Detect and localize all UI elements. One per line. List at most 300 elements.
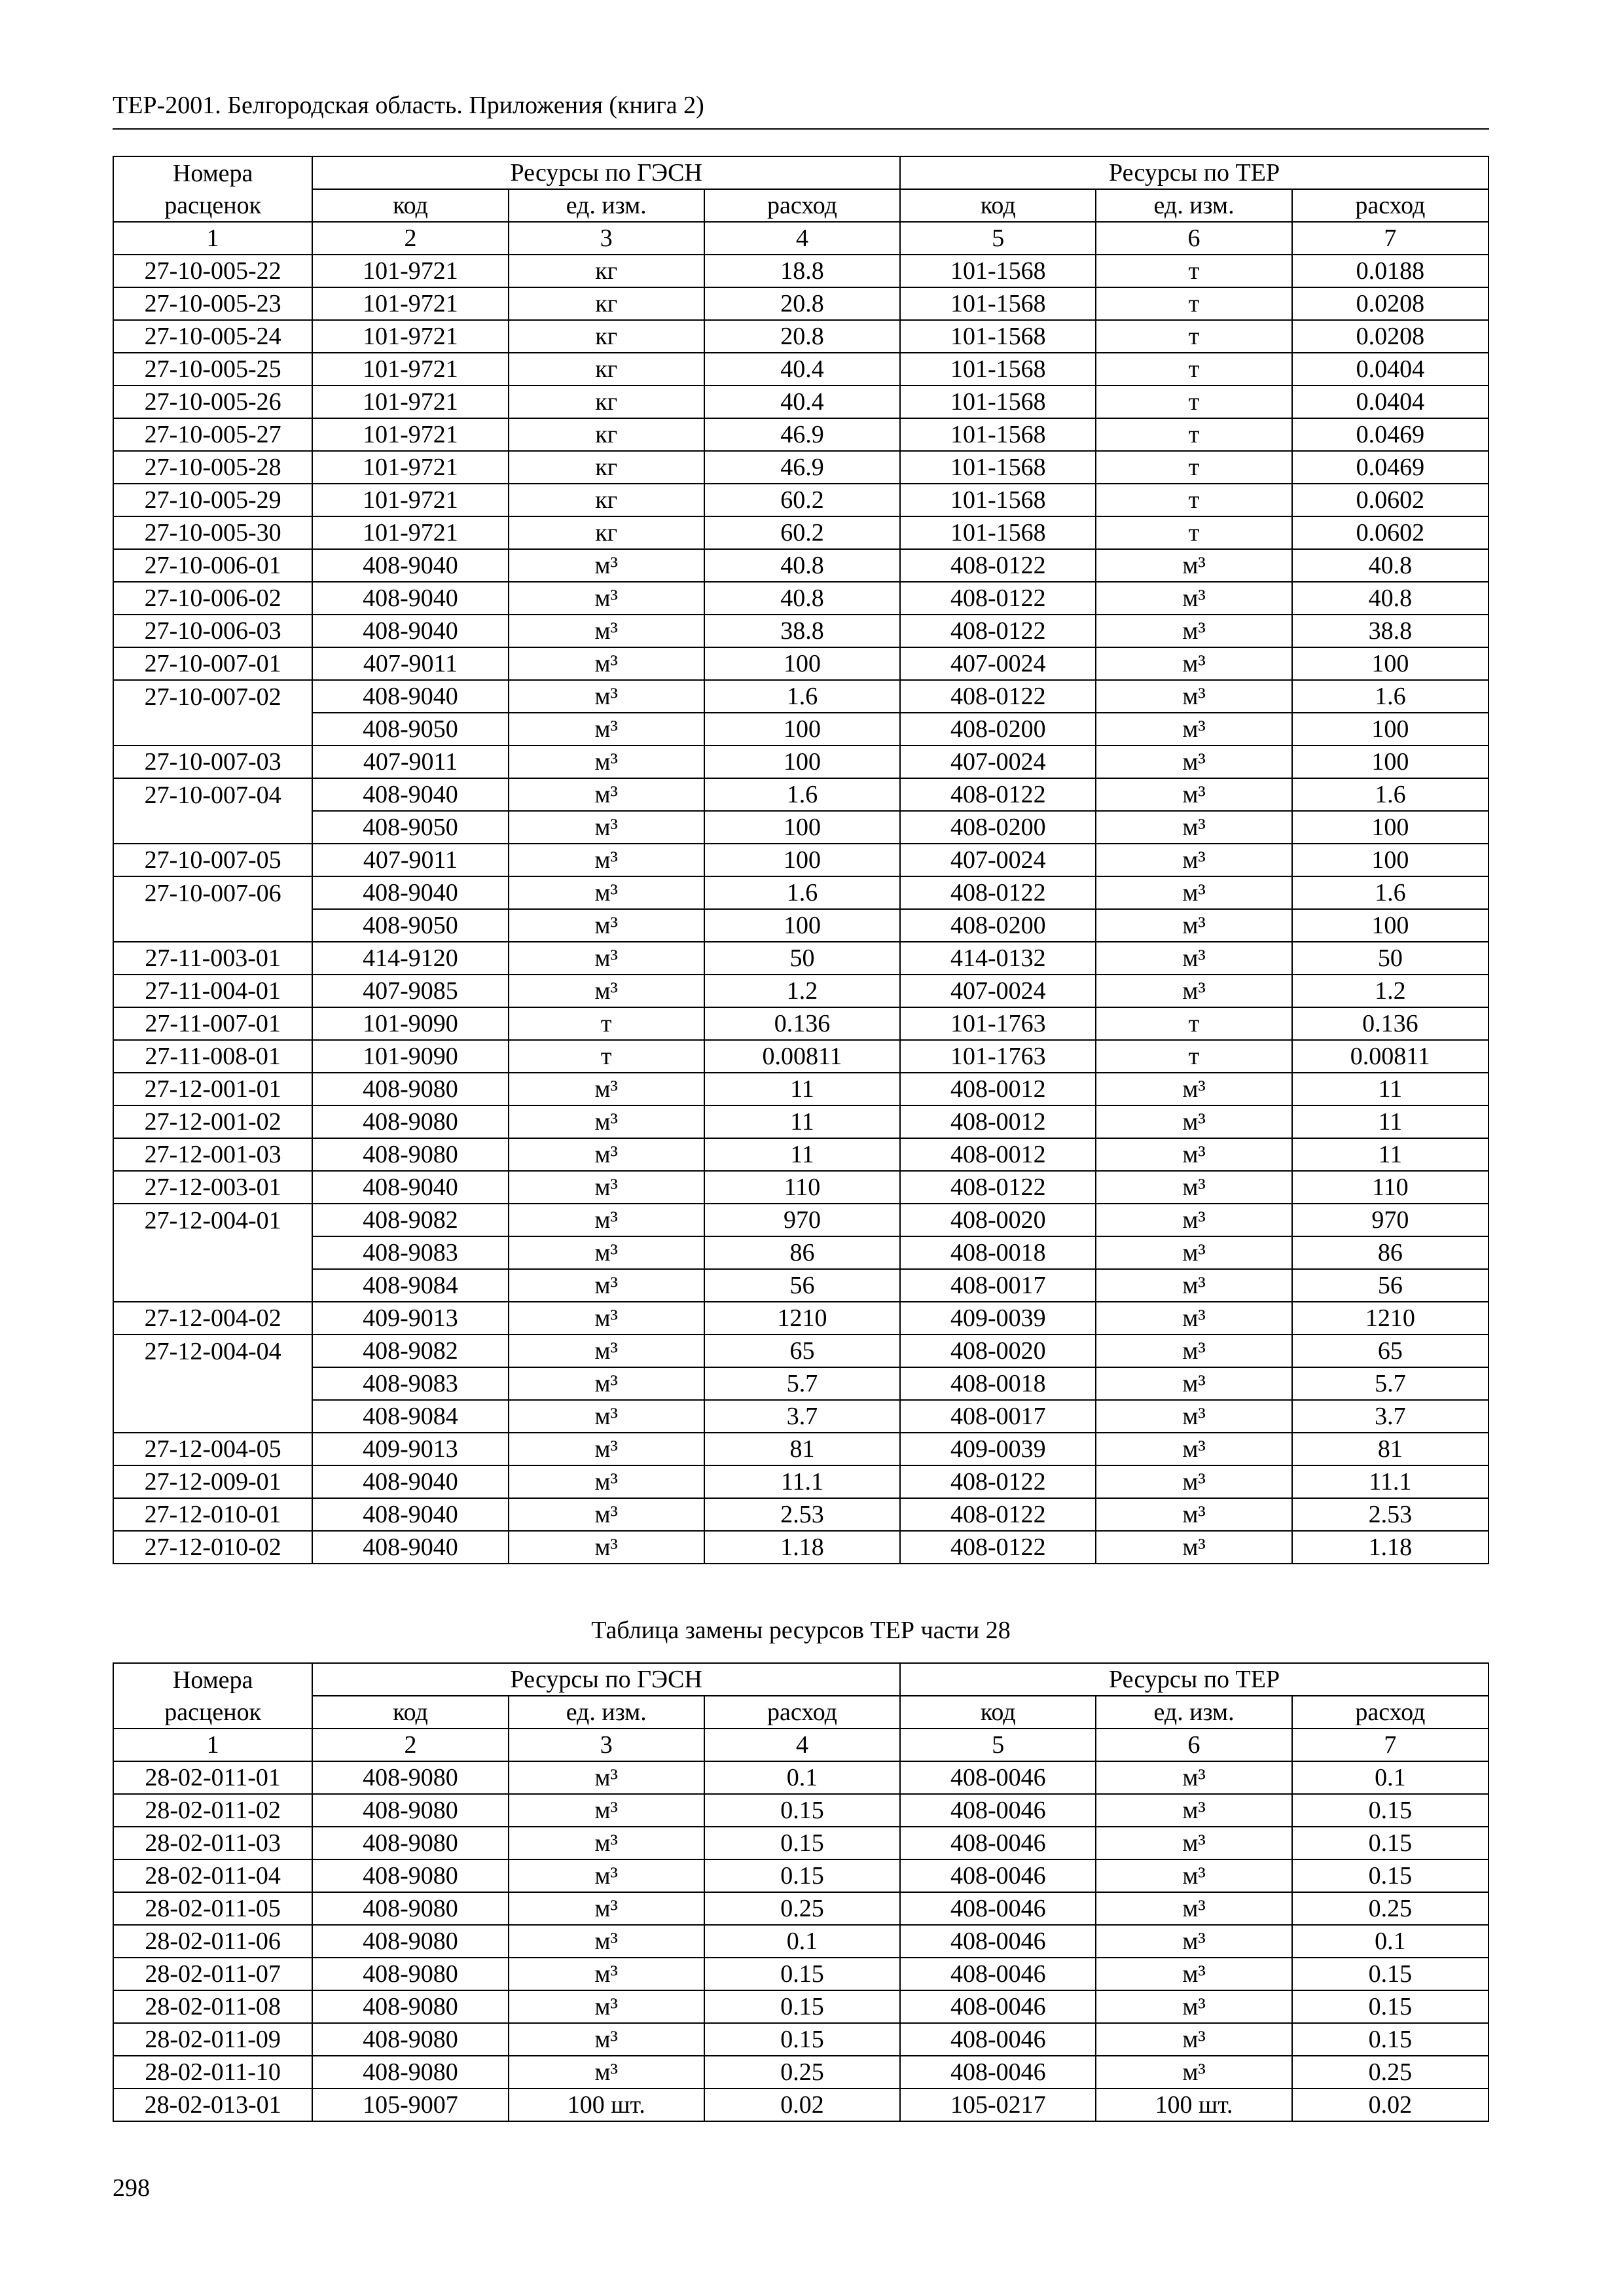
resource-table-part-27 xyxy=(113,156,1489,1564)
cell-ter-usage: 0.0404 xyxy=(1292,353,1489,386)
cell-gesn-usage: 11 xyxy=(704,1138,900,1171)
table-row xyxy=(113,1269,1489,1302)
cell-ter-code: 408-0012 xyxy=(900,1138,1096,1171)
cell-gesn-unit: кг xyxy=(509,386,704,418)
cell-ter-usage: 38.8 xyxy=(1292,615,1489,647)
cell-gesn-unit: м³ xyxy=(509,1925,704,1958)
cell-gesn-code: 409-9013 xyxy=(312,1302,508,1335)
cell-gesn-usage: 3.7 xyxy=(704,1400,900,1433)
cell-gesn-code: 101-9090 xyxy=(312,1040,508,1073)
cell-ter-code: 407-0024 xyxy=(900,844,1096,876)
cell-gesn-usage: 0.136 xyxy=(704,1007,900,1040)
table-row xyxy=(113,615,1489,647)
cell-ter-usage: 100 xyxy=(1292,909,1489,942)
table-row xyxy=(113,1465,1489,1498)
cell-gesn-unit: м³ xyxy=(509,2056,704,2089)
page-header: ТЕР-2001. Белгородская область. Приложения (книга 2) xyxy=(113,92,704,119)
cell-gesn-unit: м³ xyxy=(509,975,704,1007)
cell-gesn-code: 408-9080 xyxy=(312,2056,508,2089)
cell-gesn-code: 408-9040 xyxy=(312,1498,508,1531)
table-row xyxy=(113,1105,1489,1138)
cell-rate-number: 28-02-011-04 xyxy=(113,1859,312,1892)
col-header-ter-code: код xyxy=(900,189,1096,222)
cell-ter-usage: 0.15 xyxy=(1292,1990,1489,2023)
table-row xyxy=(113,255,1489,287)
cell-ter-unit: м³ xyxy=(1096,811,1291,844)
cell-gesn-usage: 40.4 xyxy=(704,353,900,386)
table-row xyxy=(113,1531,1489,1564)
cell-gesn-usage: 110 xyxy=(704,1171,900,1204)
cell-gesn-usage: 11.1 xyxy=(704,1465,900,1498)
cell-ter-usage: 0.15 xyxy=(1292,2023,1489,2056)
table-row xyxy=(113,582,1489,615)
cell-gesn-code: 101-9721 xyxy=(312,255,508,287)
col-header-ter-unit: ед. изм. xyxy=(1096,189,1291,222)
cell-gesn-usage: 100 xyxy=(704,647,900,680)
cell-gesn-code: 414-9120 xyxy=(312,942,508,975)
cell-ter-unit: т xyxy=(1096,353,1291,386)
cell-ter-code: 101-1568 xyxy=(900,255,1096,287)
cell-ter-usage: 11 xyxy=(1292,1138,1489,1171)
cell-ter-unit: м³ xyxy=(1096,2023,1291,2056)
cell-gesn-usage: 20.8 xyxy=(704,320,900,353)
col-header-ter-usage: расход xyxy=(1292,1696,1489,1729)
cell-gesn-usage: 86 xyxy=(704,1236,900,1269)
table-row xyxy=(113,1236,1489,1269)
cell-gesn-unit: м³ xyxy=(509,1827,704,1859)
table-row xyxy=(113,1007,1489,1040)
cell-rate-number: 27-12-010-01 xyxy=(113,1498,312,1531)
cell-gesn-usage: 0.15 xyxy=(704,1794,900,1827)
table-row xyxy=(113,778,1489,811)
cell-gesn-code: 408-9080 xyxy=(312,1761,508,1794)
cell-ter-unit: м³ xyxy=(1096,1531,1291,1564)
table-row xyxy=(113,549,1489,582)
cell-rate-number: 27-10-006-03 xyxy=(113,615,312,647)
cell-gesn-unit: м³ xyxy=(509,549,704,582)
cell-ter-usage: 0.0469 xyxy=(1292,418,1489,451)
cell-gesn-unit: м³ xyxy=(509,1990,704,2023)
cell-ter-usage: 11 xyxy=(1292,1105,1489,1138)
table-row xyxy=(113,1925,1489,1958)
cell-gesn-usage: 0.25 xyxy=(704,2056,900,2089)
cell-ter-code: 408-0122 xyxy=(900,876,1096,909)
cell-ter-code: 408-0046 xyxy=(900,1925,1096,1958)
col-group-gesn: Ресурсы по ГЭСН xyxy=(312,1663,900,1696)
cell-gesn-unit: м³ xyxy=(509,1498,704,1531)
cell-ter-usage: 0.15 xyxy=(1292,1859,1489,1892)
cell-ter-code: 408-0122 xyxy=(900,1465,1096,1498)
col-header-gesn-unit: ед. изм. xyxy=(509,189,704,222)
cell-gesn-usage: 1210 xyxy=(704,1302,900,1335)
cell-ter-unit: м³ xyxy=(1096,1990,1291,2023)
cell-rate-number: 27-10-007-01 xyxy=(113,647,312,680)
cell-rate-number: 27-12-001-02 xyxy=(113,1105,312,1138)
cell-gesn-code: 408-9080 xyxy=(312,1105,508,1138)
cell-ter-unit: м³ xyxy=(1096,615,1291,647)
cell-gesn-code: 408-9080 xyxy=(312,1925,508,1958)
cell-gesn-unit: м³ xyxy=(509,1073,704,1105)
cell-ter-usage: 0.1 xyxy=(1292,1925,1489,1958)
cell-gesn-code: 409-9013 xyxy=(312,1433,508,1465)
cell-gesn-usage: 60.2 xyxy=(704,516,900,549)
table-row xyxy=(113,844,1489,876)
cell-ter-code: 408-0046 xyxy=(900,1794,1096,1827)
cell-gesn-code: 408-9080 xyxy=(312,1794,508,1827)
cell-gesn-code: 408-9080 xyxy=(312,1892,508,1925)
cell-gesn-usage: 18.8 xyxy=(704,255,900,287)
table-row xyxy=(113,811,1489,844)
cell-gesn-usage: 5.7 xyxy=(704,1367,900,1400)
col-header-gesn-unit: ед. изм. xyxy=(509,1696,704,1729)
cell-ter-unit: м³ xyxy=(1096,1827,1291,1859)
cell-gesn-unit: м³ xyxy=(509,615,704,647)
cell-ter-code: 408-0200 xyxy=(900,811,1096,844)
cell-rate-number: 27-10-007-03 xyxy=(113,745,312,778)
table-row xyxy=(113,1433,1489,1465)
cell-rate-number: 27-10-007-05 xyxy=(113,844,312,876)
cell-gesn-code: 407-9085 xyxy=(312,975,508,1007)
cell-gesn-usage: 40.8 xyxy=(704,549,900,582)
cell-gesn-usage: 81 xyxy=(704,1433,900,1465)
cell-ter-unit: м³ xyxy=(1096,942,1291,975)
cell-ter-unit: м³ xyxy=(1096,1367,1291,1400)
cell-rate-number: 27-12-001-01 xyxy=(113,1073,312,1105)
cell-rate-number: 28-02-011-02 xyxy=(113,1794,312,1827)
cell-ter-usage: 50 xyxy=(1292,942,1489,975)
cell-rate-number: 28-02-011-08 xyxy=(113,1990,312,2023)
cell-ter-unit: м³ xyxy=(1096,1465,1291,1498)
cell-ter-unit: 100 шт. xyxy=(1096,2089,1291,2121)
cell-ter-usage: 40.8 xyxy=(1292,582,1489,615)
cell-ter-usage: 1.18 xyxy=(1292,1531,1489,1564)
cell-ter-code: 105-0217 xyxy=(900,2089,1096,2121)
cell-ter-code: 408-0122 xyxy=(900,549,1096,582)
col-index: 2 xyxy=(312,1729,508,1761)
table-row xyxy=(113,1073,1489,1105)
cell-gesn-code: 408-9040 xyxy=(312,582,508,615)
col-group-ter: Ресурсы по ТЕР xyxy=(900,156,1489,189)
page-number: 298 xyxy=(113,2174,150,2202)
cell-gesn-code: 407-9011 xyxy=(312,647,508,680)
table-row xyxy=(113,1400,1489,1433)
cell-ter-unit: м³ xyxy=(1096,713,1291,745)
cell-ter-code: 408-0020 xyxy=(900,1204,1096,1236)
cell-gesn-code: 408-9080 xyxy=(312,1859,508,1892)
cell-ter-code: 101-1568 xyxy=(900,386,1096,418)
table-row xyxy=(113,1892,1489,1925)
table-row xyxy=(113,1204,1489,1236)
cell-rate-number xyxy=(113,1236,312,1269)
col-index: 5 xyxy=(900,222,1096,255)
cell-ter-unit: м³ xyxy=(1096,680,1291,713)
cell-rate-number xyxy=(113,1400,312,1433)
cell-gesn-unit: м³ xyxy=(509,582,704,615)
col-header-ter-usage: расход xyxy=(1292,189,1489,222)
cell-ter-code: 408-0017 xyxy=(900,1400,1096,1433)
cell-gesn-usage: 1.6 xyxy=(704,876,900,909)
cell-rate-number: 27-12-009-01 xyxy=(113,1465,312,1498)
cell-ter-usage: 1210 xyxy=(1292,1302,1489,1335)
cell-gesn-usage: 46.9 xyxy=(704,451,900,484)
cell-gesn-usage: 0.02 xyxy=(704,2089,900,2121)
cell-ter-usage: 0.0602 xyxy=(1292,484,1489,516)
cell-gesn-code: 408-9083 xyxy=(312,1367,508,1400)
cell-ter-code: 408-0122 xyxy=(900,1531,1096,1564)
cell-ter-usage: 1.6 xyxy=(1292,778,1489,811)
cell-gesn-usage: 2.53 xyxy=(704,1498,900,1531)
cell-ter-usage: 970 xyxy=(1292,1204,1489,1236)
cell-rate-number xyxy=(113,909,312,942)
cell-ter-code: 408-0046 xyxy=(900,1892,1096,1925)
cell-ter-unit: м³ xyxy=(1096,1958,1291,1990)
cell-gesn-usage: 40.8 xyxy=(704,582,900,615)
cell-ter-unit: м³ xyxy=(1096,1433,1291,1465)
cell-gesn-unit: кг xyxy=(509,418,704,451)
cell-rate-number xyxy=(113,1367,312,1400)
cell-rate-number: 27-10-005-29 xyxy=(113,484,312,516)
cell-ter-unit: м³ xyxy=(1096,1073,1291,1105)
cell-gesn-usage: 0.15 xyxy=(704,1827,900,1859)
cell-rate-number: 27-10-007-02 xyxy=(113,680,312,713)
cell-gesn-usage: 0.00811 xyxy=(704,1040,900,1073)
cell-gesn-code: 408-9082 xyxy=(312,1204,508,1236)
table-row xyxy=(113,451,1489,484)
cell-gesn-code: 101-9721 xyxy=(312,484,508,516)
cell-ter-usage: 11 xyxy=(1292,1073,1489,1105)
cell-rate-number: 27-10-007-06 xyxy=(113,876,312,909)
table-row xyxy=(113,386,1489,418)
cell-rate-number: 28-02-011-07 xyxy=(113,1958,312,1990)
cell-gesn-usage: 46.9 xyxy=(704,418,900,451)
cell-ter-code: 408-0122 xyxy=(900,1171,1096,1204)
cell-rate-number: 27-12-001-03 xyxy=(113,1138,312,1171)
col-header-number-line2: расценок xyxy=(113,189,312,222)
cell-ter-code: 408-0122 xyxy=(900,615,1096,647)
cell-gesn-unit: м³ xyxy=(509,1958,704,1990)
cell-gesn-usage: 20.8 xyxy=(704,287,900,320)
cell-ter-unit: т xyxy=(1096,516,1291,549)
cell-gesn-code: 408-9040 xyxy=(312,1531,508,1564)
cell-ter-usage: 0.136 xyxy=(1292,1007,1489,1040)
cell-gesn-code: 105-9007 xyxy=(312,2089,508,2121)
cell-gesn-unit: м³ xyxy=(509,1892,704,1925)
cell-ter-usage: 0.1 xyxy=(1292,1761,1489,1794)
cell-ter-unit: м³ xyxy=(1096,2056,1291,2089)
cell-ter-unit: м³ xyxy=(1096,582,1291,615)
cell-ter-unit: м³ xyxy=(1096,778,1291,811)
cell-rate-number: 27-10-005-25 xyxy=(113,353,312,386)
table-row xyxy=(113,745,1489,778)
cell-gesn-code: 408-9040 xyxy=(312,615,508,647)
cell-gesn-unit: 100 шт. xyxy=(509,2089,704,2121)
cell-ter-code: 408-0012 xyxy=(900,1105,1096,1138)
cell-ter-usage: 0.0602 xyxy=(1292,516,1489,549)
col-header-gesn-code: код xyxy=(312,189,508,222)
cell-rate-number: 28-02-011-09 xyxy=(113,2023,312,2056)
cell-gesn-unit: м³ xyxy=(509,1465,704,1498)
cell-rate-number: 28-02-011-03 xyxy=(113,1827,312,1859)
cell-gesn-code: 408-9082 xyxy=(312,1335,508,1367)
cell-ter-usage: 56 xyxy=(1292,1269,1489,1302)
table-row xyxy=(113,484,1489,516)
cell-ter-usage: 0.0469 xyxy=(1292,451,1489,484)
cell-rate-number: 27-12-010-02 xyxy=(113,1531,312,1564)
cell-rate-number: 28-02-011-10 xyxy=(113,2056,312,2089)
cell-gesn-code: 408-9040 xyxy=(312,876,508,909)
cell-gesn-code: 407-9011 xyxy=(312,844,508,876)
cell-ter-code: 101-1763 xyxy=(900,1007,1096,1040)
cell-ter-code: 407-0024 xyxy=(900,745,1096,778)
cell-gesn-code: 408-9080 xyxy=(312,1990,508,2023)
table-row xyxy=(113,1794,1489,1827)
cell-ter-unit: м³ xyxy=(1096,647,1291,680)
cell-ter-unit: м³ xyxy=(1096,1794,1291,1827)
cell-ter-code: 101-1568 xyxy=(900,484,1096,516)
table-row xyxy=(113,353,1489,386)
cell-ter-usage: 11.1 xyxy=(1292,1465,1489,1498)
cell-rate-number: 27-11-004-01 xyxy=(113,975,312,1007)
cell-ter-usage: 40.8 xyxy=(1292,549,1489,582)
table-row xyxy=(113,2089,1489,2121)
cell-gesn-code: 408-9084 xyxy=(312,1269,508,1302)
cell-rate-number: 27-10-005-26 xyxy=(113,386,312,418)
cell-gesn-unit: м³ xyxy=(509,778,704,811)
table-row xyxy=(113,1827,1489,1859)
table-body xyxy=(113,255,1489,1564)
table-row xyxy=(113,1335,1489,1367)
cell-ter-usage: 0.25 xyxy=(1292,2056,1489,2089)
cell-gesn-code: 407-9011 xyxy=(312,745,508,778)
cell-gesn-usage: 11 xyxy=(704,1105,900,1138)
cell-rate-number: 27-12-004-02 xyxy=(113,1302,312,1335)
cell-gesn-code: 408-9084 xyxy=(312,1400,508,1433)
cell-gesn-code: 408-9040 xyxy=(312,1171,508,1204)
cell-gesn-unit: м³ xyxy=(509,942,704,975)
col-index: 7 xyxy=(1292,1729,1489,1761)
cell-ter-code: 408-0046 xyxy=(900,2056,1096,2089)
cell-gesn-unit: м³ xyxy=(509,745,704,778)
cell-gesn-code: 408-9080 xyxy=(312,1073,508,1105)
cell-rate-number: 27-12-004-05 xyxy=(113,1433,312,1465)
cell-gesn-usage: 1.6 xyxy=(704,680,900,713)
cell-gesn-code: 408-9080 xyxy=(312,1958,508,1990)
cell-rate-number: 27-10-005-30 xyxy=(113,516,312,549)
cell-ter-usage: 100 xyxy=(1292,713,1489,745)
col-header-number-line2: расценок xyxy=(113,1696,312,1729)
table-row xyxy=(113,713,1489,745)
col-index: 5 xyxy=(900,1729,1096,1761)
table-row xyxy=(113,1040,1489,1073)
cell-ter-code: 408-0046 xyxy=(900,1859,1096,1892)
cell-ter-unit: м³ xyxy=(1096,1400,1291,1433)
cell-ter-unit: т xyxy=(1096,255,1291,287)
table-row xyxy=(113,1367,1489,1400)
cell-gesn-code: 408-9040 xyxy=(312,549,508,582)
resource-table-part-28 xyxy=(113,1662,1489,2122)
cell-ter-unit: м³ xyxy=(1096,1269,1291,1302)
header-divider xyxy=(113,128,1489,130)
cell-gesn-unit: кг xyxy=(509,516,704,549)
cell-ter-usage: 0.0208 xyxy=(1292,287,1489,320)
cell-ter-usage: 100 xyxy=(1292,844,1489,876)
cell-rate-number: 28-02-011-05 xyxy=(113,1892,312,1925)
cell-ter-code: 408-0018 xyxy=(900,1367,1096,1400)
cell-gesn-usage: 1.18 xyxy=(704,1531,900,1564)
cell-ter-usage: 100 xyxy=(1292,745,1489,778)
cell-ter-usage: 0.0208 xyxy=(1292,320,1489,353)
cell-ter-unit: м³ xyxy=(1096,1204,1291,1236)
cell-ter-code: 101-1568 xyxy=(900,353,1096,386)
cell-ter-unit: м³ xyxy=(1096,745,1291,778)
cell-ter-usage: 65 xyxy=(1292,1335,1489,1367)
cell-gesn-code: 101-9721 xyxy=(312,451,508,484)
cell-rate-number: 28-02-011-01 xyxy=(113,1761,312,1794)
cell-gesn-unit: м³ xyxy=(509,1204,704,1236)
cell-rate-number: 27-10-005-23 xyxy=(113,287,312,320)
cell-ter-usage: 1.6 xyxy=(1292,680,1489,713)
cell-ter-usage: 0.0404 xyxy=(1292,386,1489,418)
cell-gesn-usage: 11 xyxy=(704,1073,900,1105)
cell-ter-code: 101-1568 xyxy=(900,287,1096,320)
cell-ter-code: 407-0024 xyxy=(900,975,1096,1007)
cell-ter-usage: 0.02 xyxy=(1292,2089,1489,2121)
cell-gesn-code: 408-9040 xyxy=(312,778,508,811)
cell-ter-code: 101-1568 xyxy=(900,516,1096,549)
col-index: 3 xyxy=(509,222,704,255)
cell-ter-code: 101-1763 xyxy=(900,1040,1096,1073)
table-row xyxy=(113,516,1489,549)
cell-ter-unit: м³ xyxy=(1096,1925,1291,1958)
cell-rate-number: 27-10-005-22 xyxy=(113,255,312,287)
cell-ter-usage: 1.6 xyxy=(1292,876,1489,909)
cell-gesn-unit: м³ xyxy=(509,680,704,713)
table-row xyxy=(113,1302,1489,1335)
cell-gesn-usage: 0.15 xyxy=(704,2023,900,2056)
cell-ter-code: 408-0012 xyxy=(900,1073,1096,1105)
cell-ter-unit: м³ xyxy=(1096,1138,1291,1171)
cell-gesn-code: 408-9050 xyxy=(312,909,508,942)
cell-gesn-unit: м³ xyxy=(509,713,704,745)
cell-gesn-code: 408-9050 xyxy=(312,811,508,844)
table-row xyxy=(113,680,1489,713)
cell-gesn-code: 101-9721 xyxy=(312,418,508,451)
cell-rate-number xyxy=(113,811,312,844)
cell-rate-number: 27-11-003-01 xyxy=(113,942,312,975)
cell-gesn-usage: 0.1 xyxy=(704,1925,900,1958)
cell-ter-unit: м³ xyxy=(1096,1761,1291,1794)
cell-ter-usage: 0.0188 xyxy=(1292,255,1489,287)
cell-gesn-code: 408-9050 xyxy=(312,713,508,745)
cell-gesn-unit: м³ xyxy=(509,2023,704,2056)
cell-gesn-usage: 0.15 xyxy=(704,1958,900,1990)
table-row xyxy=(113,909,1489,942)
cell-gesn-unit: кг xyxy=(509,287,704,320)
cell-ter-unit: м³ xyxy=(1096,1105,1291,1138)
cell-gesn-unit: кг xyxy=(509,353,704,386)
col-index: 1 xyxy=(113,222,312,255)
cell-ter-code: 408-0122 xyxy=(900,582,1096,615)
col-header-gesn-usage: расход xyxy=(704,189,900,222)
cell-ter-unit: м³ xyxy=(1096,909,1291,942)
cell-ter-unit: м³ xyxy=(1096,1892,1291,1925)
table-caption: Таблица замены ресурсов ТЕР части 28 xyxy=(591,1617,1011,1644)
col-index: 3 xyxy=(509,1729,704,1761)
table-row xyxy=(113,1761,1489,1794)
cell-gesn-unit: м³ xyxy=(509,909,704,942)
cell-ter-unit: т xyxy=(1096,451,1291,484)
cell-ter-code: 409-0039 xyxy=(900,1302,1096,1335)
